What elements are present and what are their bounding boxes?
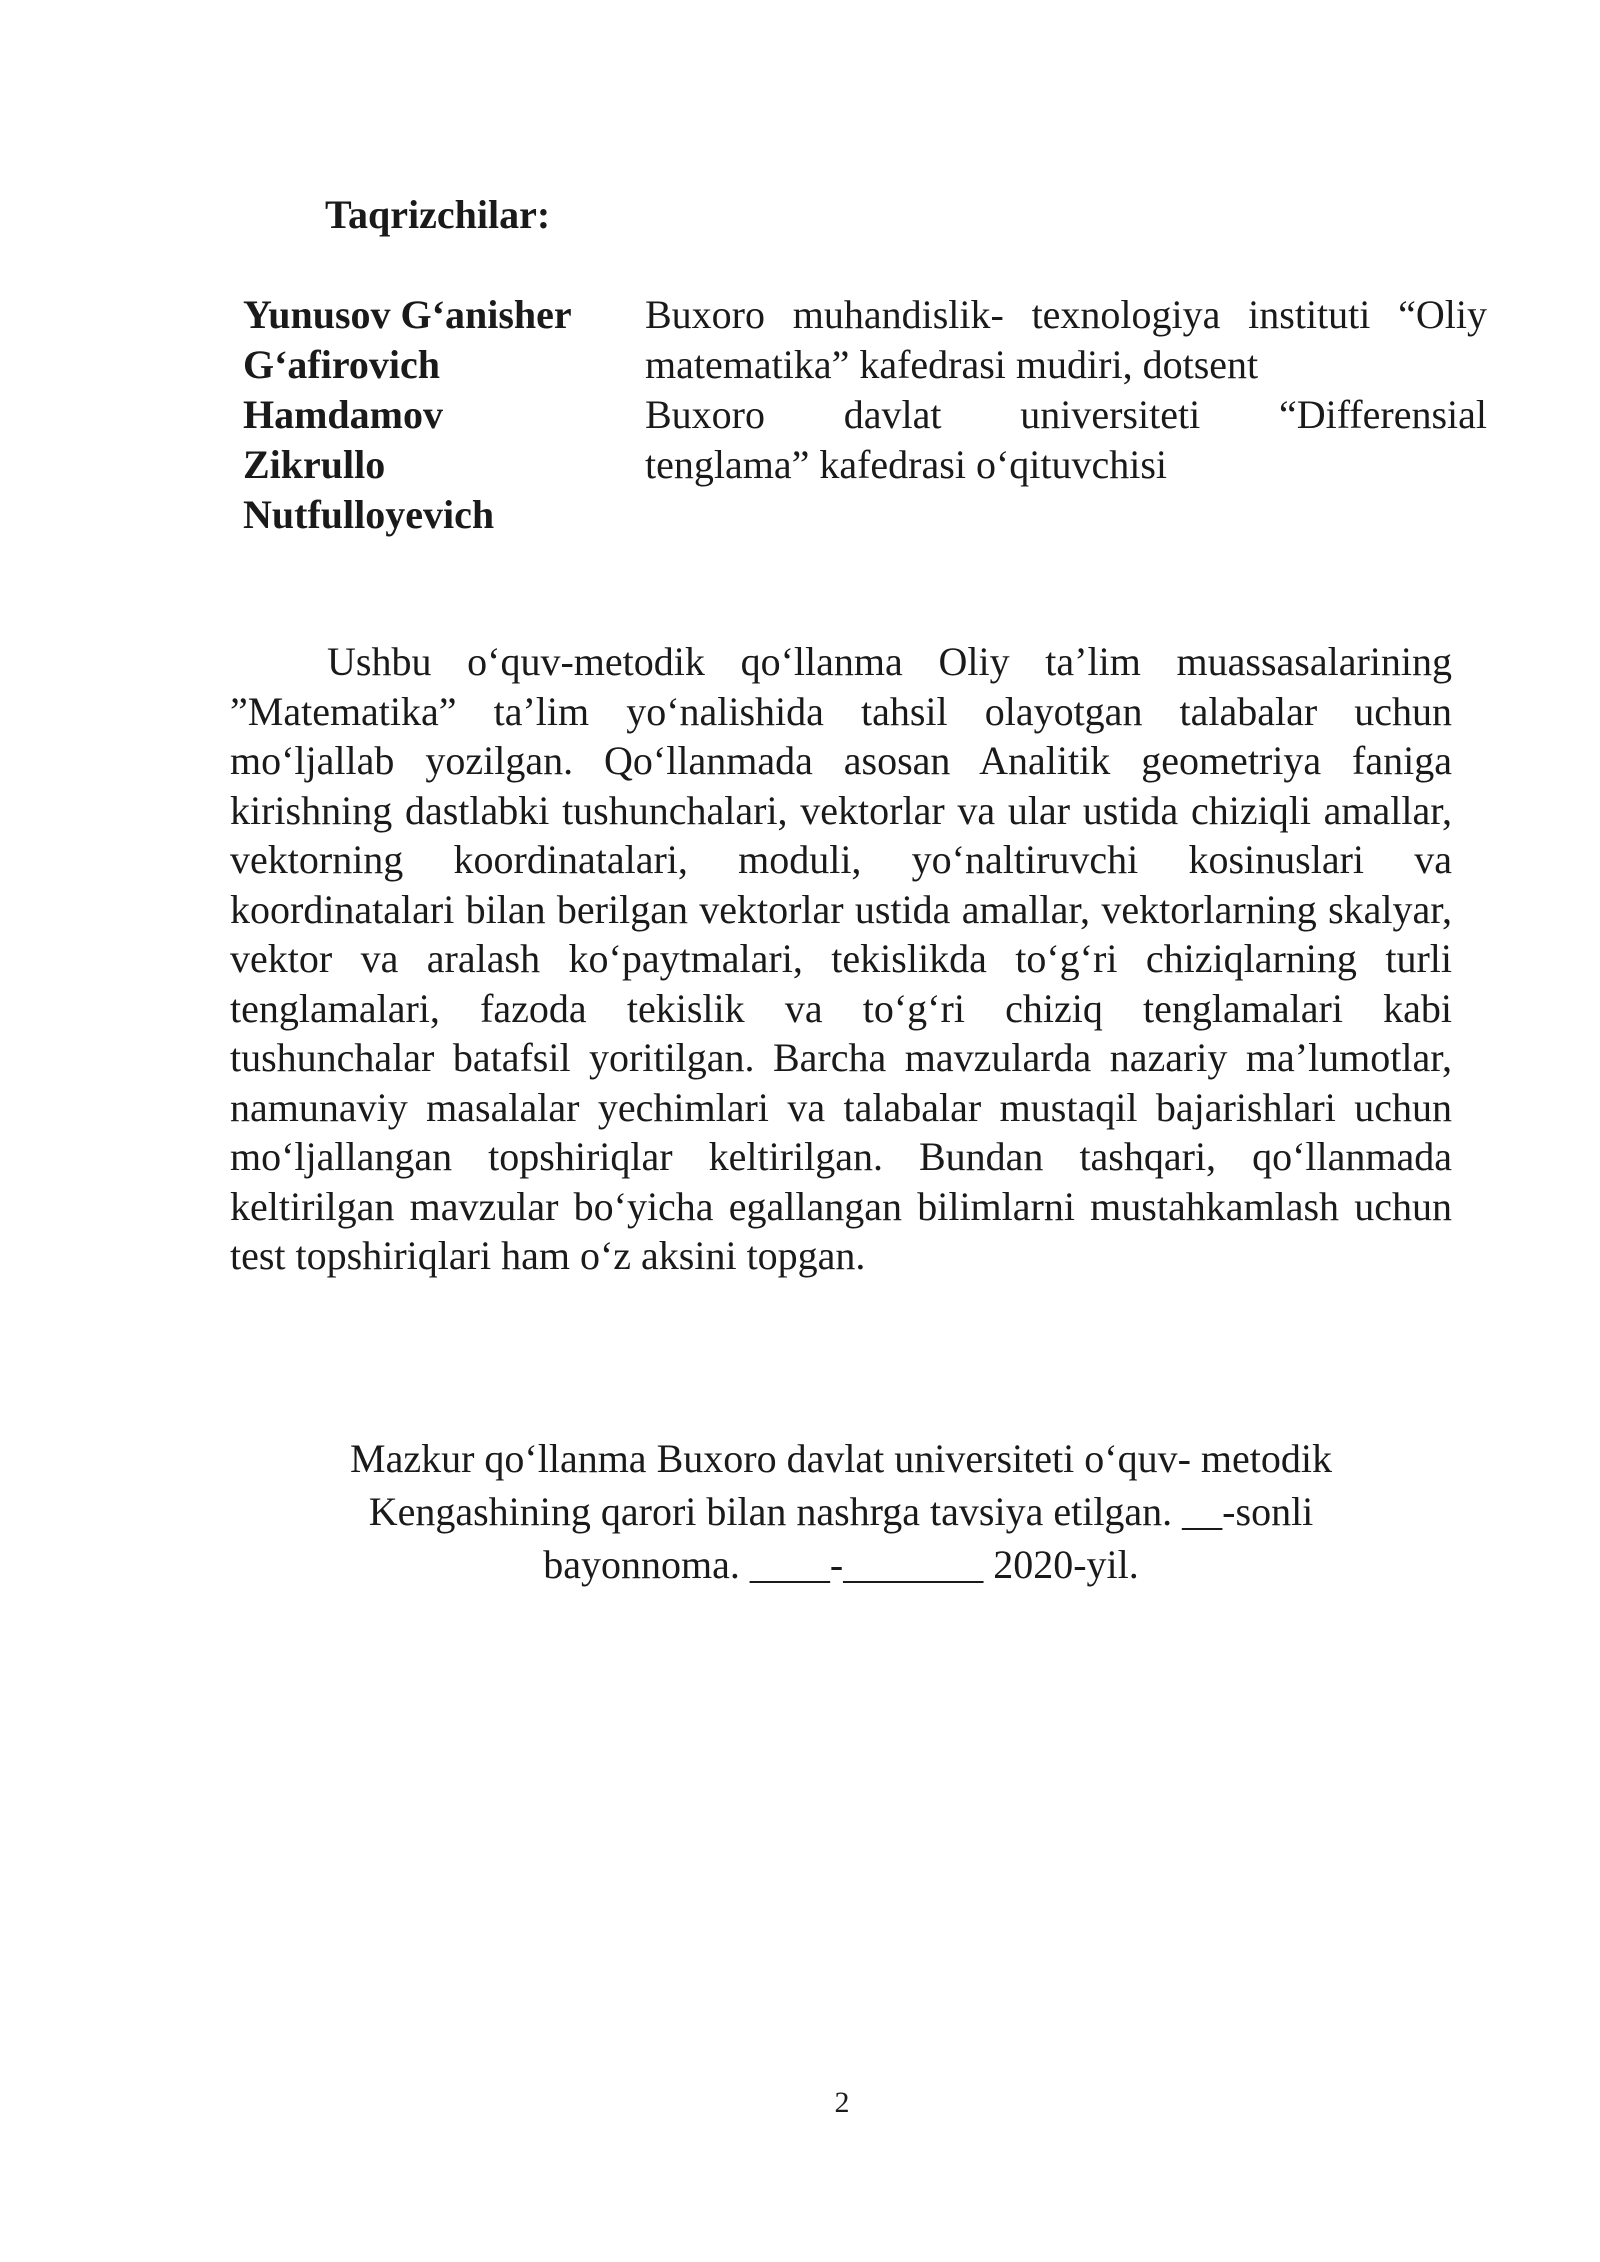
- reviewer-name-line: Yunusov G‘anisher: [243, 292, 572, 337]
- reviewer-name: [243, 390, 623, 540]
- abstract-paragraph: Ushbu o‘quv-metodik qo‘llanma Oliy ta’lim muassasalarining ”Matematika” ta’lim yo‘nalishida tahsil olayotgan talabalar uchun mo‘ljallab yozilgan. Qo‘llanmada asosan Analitik geometriya faniga kirishning dastlabki tushunchalari, vektorlar va ular ustida chiziqli amallar, vektorning koordinatalari, moduli, yo‘naltiruvchi kosinuslari va koordinatalari bilan berilgan vektorlar ustida amallar, vektorlarning skalyar, vektor va aralash ko‘paytmalari, tekislikda to‘g‘ri chiziqlarning turli tenglamalari, fazoda tekislik va to‘g‘ri chiziq tenglamalari kabi tushunchalar batafsil yoritilgan. Barcha mavzularda nazariy ma’lumotlar, namunaviy masalalar yechimlari va talabalar mustaqil bajarishlari uchun mo‘ljallangan topshiriqlar keltirilgan. Bundan tashqari, qo‘llanmada keltirilgan mavzular bo‘yicha egallangan bilimlarni mustahkamlash uchun test topshiriqlari ham o‘z aksini topgan.: [230, 639, 1452, 1278]
- reviewer-role-line: tenglama” kafedrasi o‘qituvchisi: [645, 442, 1168, 487]
- reviewer-name-line: G‘afirovich: [243, 342, 441, 387]
- reviewer-name: [243, 290, 623, 390]
- approval-note: [230, 1432, 1452, 1591]
- reviewers-heading: Taqrizchilar:: [325, 192, 551, 237]
- approval-line: bayonnoma. ____-_______ 2020-yil.: [543, 1542, 1139, 1587]
- reviewer-name-line: Zikrullo: [243, 442, 386, 487]
- reviewer-role-line: Buxoro muhandislik- texnologiya instituti “Oliy: [645, 292, 1487, 337]
- approval-line: Mazkur qo‘llanma Buxoro davlat universiteti o‘quv- metodik: [350, 1436, 1332, 1481]
- reviewer-role-line: Buxoro davlat universiteti “Differensial: [645, 392, 1487, 437]
- reviewer-role-line: matematika” kafedrasi mudiri, dotsent: [645, 342, 1259, 387]
- reviewer-name-line: Nutfulloyevich: [243, 492, 495, 537]
- approval-line: Kengashining qarori bilan nashrga tavsiya etilgan. __-sonli: [368, 1489, 1314, 1534]
- reviewer-role: [645, 390, 1487, 490]
- page-number: 2: [834, 2086, 850, 2119]
- reviewer-name-line: Hamdamov: [243, 392, 443, 437]
- reviewer-role: [645, 290, 1487, 390]
